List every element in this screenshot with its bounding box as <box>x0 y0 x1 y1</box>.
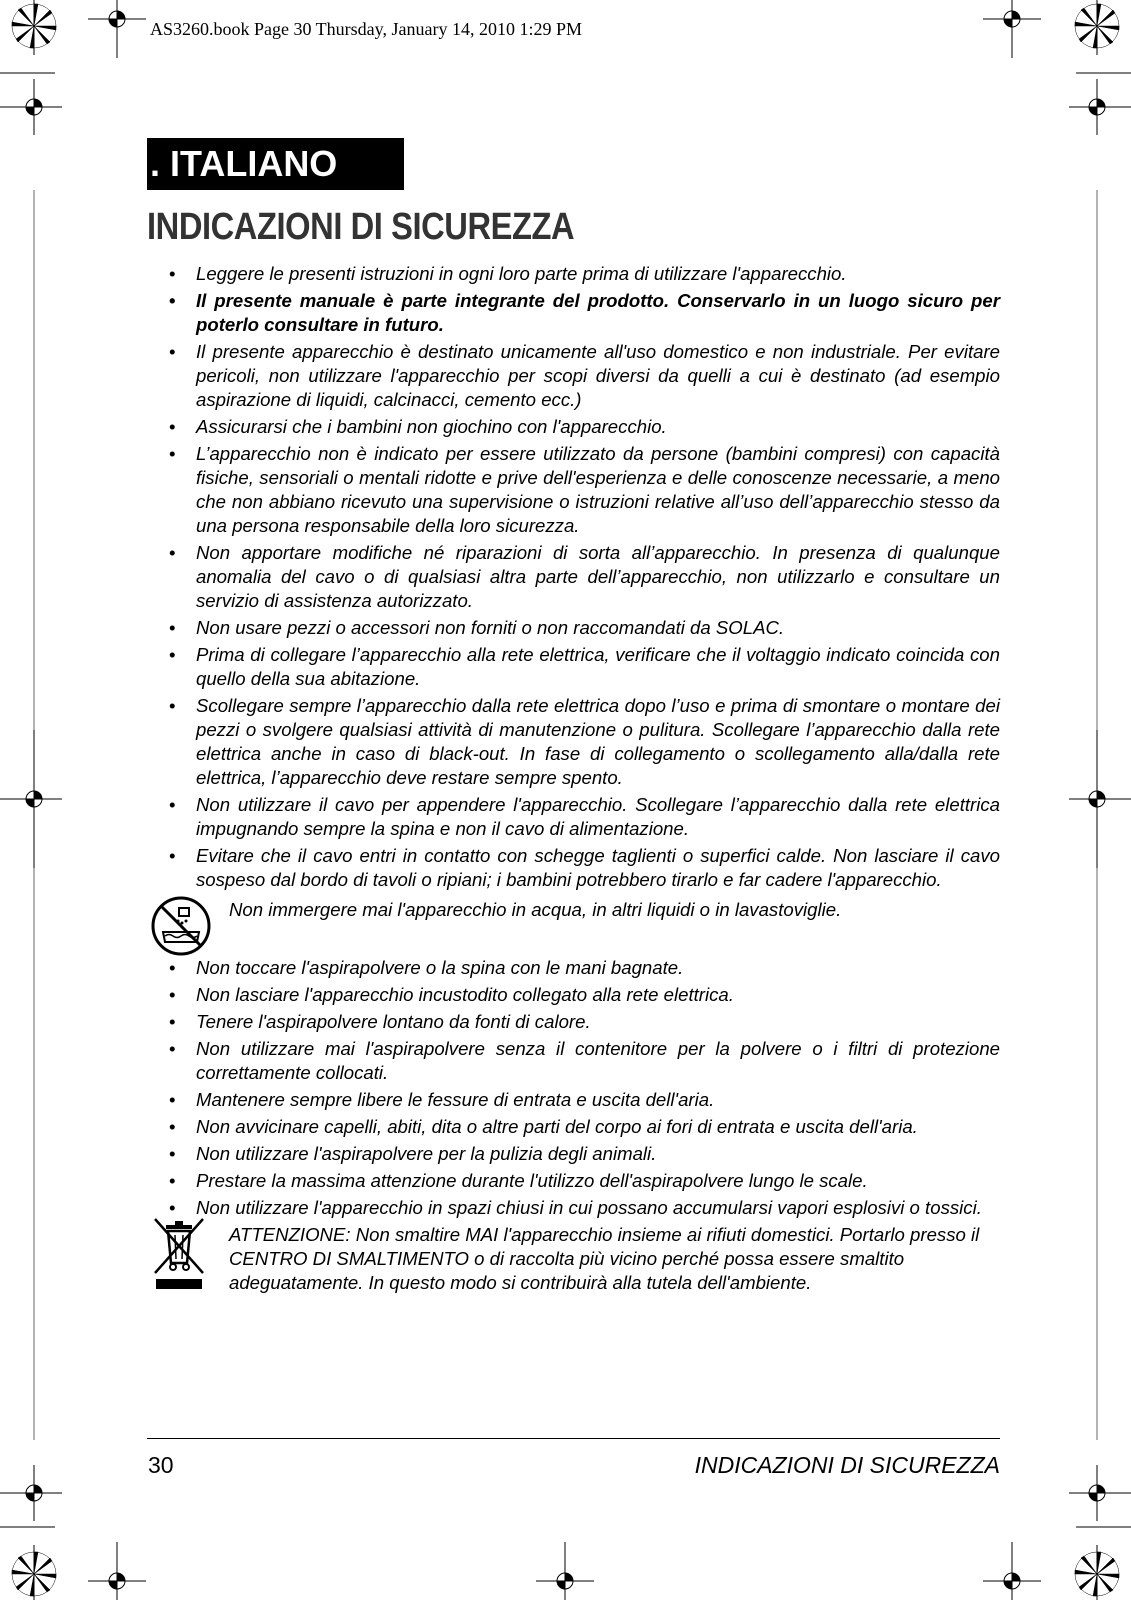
safety-item: • Evitare che il cavo entri in contatto con schegge taglienti o superfici calde. Non lasciare il cavo sospeso dal bordo di tavoli o ripiani; i bambini potrebbero tirarlo e far cadere l'apparecchio. <box>165 844 1000 892</box>
safety-item: • Non utilizzare mai l'aspirapolvere senza il contenitore per la polvere o i filtri di protezione correttamente collocati. <box>165 1037 1000 1085</box>
disposal-note <box>165 1223 1000 1301</box>
safety-content <box>165 262 1000 1309</box>
no-immerse-text: Non immergere mai l'apparecchio in acqua, in altri liquidi o in lavastoviglie. <box>229 899 842 920</box>
safety-item: • Assicurarsi che i bambini non giochino con l'apparecchio. <box>165 415 1000 439</box>
safety-item: • Tenere l'aspirapolvere lontano da fonti di calore. <box>165 1010 1000 1034</box>
safety-item: • Non usare pezzi o accessori non forniti o non raccomandati da SOLAC. <box>165 616 1000 640</box>
safety-item: • Scollegare sempre l’apparecchio dalla rete elettrica dopo l’uso e prima di smontare o montare dei pezzi o svolgere qualsiasi attività di manutenzione o pulitura. Scollegare l’apparecchio dalla rete elettrica anche in caso di black-out. In fase di collegamento o scollegamento alla/dalla rete elettrica, l’apparecchio deve restare sempre spento. <box>165 694 1000 790</box>
safety-item: • Leggere le presenti istruzioni in ogni loro parte prima di utilizzare l'apparecchio. <box>165 262 1000 286</box>
safety-item: • Non utilizzare l'apparecchio in spazi chiusi in cui possano accumularsi vapori esplosivi o tossici. <box>165 1196 1000 1220</box>
disposal-text: ATTENZIONE: Non smaltire MAI l'apparecchio insieme ai rifiuti domestici. Portarlo presso il CENTRO DI SMALTIMENTO o di raccolta più vicino perché possa essere smaltito adeguatamente. In questo modo si contribuirà alla tutela dell'ambiente. <box>229 1224 980 1293</box>
safety-item: • Non toccare l'aspirapolvere o la spina con le mani bagnate. <box>165 956 1000 980</box>
safety-item: • Mantenere sempre libere le fessure di entrata e uscita dell'aria. <box>165 1088 1000 1112</box>
safety-item: • Prestare la massima attenzione durante l'utilizzo dell'aspirapolvere lungo le scale. <box>165 1169 1000 1193</box>
section-title: INDICAZIONI DI SICUREZZA <box>147 206 575 248</box>
safety-item: • Il presente apparecchio è destinato unicamente all'uso domestico e non industriale. Per evitare pericoli, non utilizzare l'apparecchio per scopi diversi da quelli a cui è destinato (ad esempio aspirazione di liquidi, calcinacci, cemento ecc.) <box>165 340 1000 412</box>
crossed-out-wheelie-bin-icon <box>149 1211 209 1297</box>
safety-item: • Non utilizzare l'aspirapolvere per la pulizia degli animali. <box>165 1142 1000 1166</box>
page-number: 30 <box>148 1452 174 1478</box>
language-tab: . ITALIANO <box>147 138 404 190</box>
safety-list-1 <box>165 262 1000 892</box>
no-water-immersion-icon <box>149 894 213 964</box>
no-immerse-note <box>165 898 1000 948</box>
print-header-info: AS3260.book Page 30 Thursday, January 14, 2010 1:29 PM <box>150 19 582 39</box>
safety-item: • Non utilizzare il cavo per appendere l'apparecchio. Scollegare l’apparecchio dalla rete elettrica impugnando sempre la spina e non il cavo di alimentazione. <box>165 793 1000 841</box>
safety-item: • Non apportare modifiche né riparazioni di sorta all’apparecchio. In presenza di qualunque anomalia del cavo o di qualsiasi altra parte dell’apparecchio, non utilizzarlo e consultare un servizio di assistenza autorizzato. <box>165 541 1000 613</box>
footer-rule <box>147 1438 1000 1439</box>
safety-item: • Il presente manuale è parte integrante del prodotto. Conservarlo in un luogo sicuro per poterlo consultare in futuro. <box>165 289 1000 337</box>
safety-item: • Non avvicinare capelli, abiti, dita o altre parti del corpo ai fori di entrata e uscita dell'aria. <box>165 1115 1000 1139</box>
footer-section-title: INDICAZIONI DI SICUREZZA <box>694 1452 1000 1478</box>
safety-item: • Non lasciare l'apparecchio incustodito collegato alla rete elettrica. <box>165 983 1000 1007</box>
safety-item: • Prima di collegare l’apparecchio alla rete elettrica, verificare che il voltaggio indicato coincida con quello della sua abitazione. <box>165 643 1000 691</box>
safety-item: • L’apparecchio non è indicato per essere utilizzato da persone (bambini compresi) con capacità fisiche, sensoriali o mentali ridotte e prive dell'esperienza e delle conoscenze necessarie, a meno che non abbiano ricevuto una supervisione o istruzioni relative all’uso dell’apparecchio stesso da una persona responsabile della loro sicurezza. <box>165 442 1000 538</box>
safety-list-2 <box>165 956 1000 1220</box>
